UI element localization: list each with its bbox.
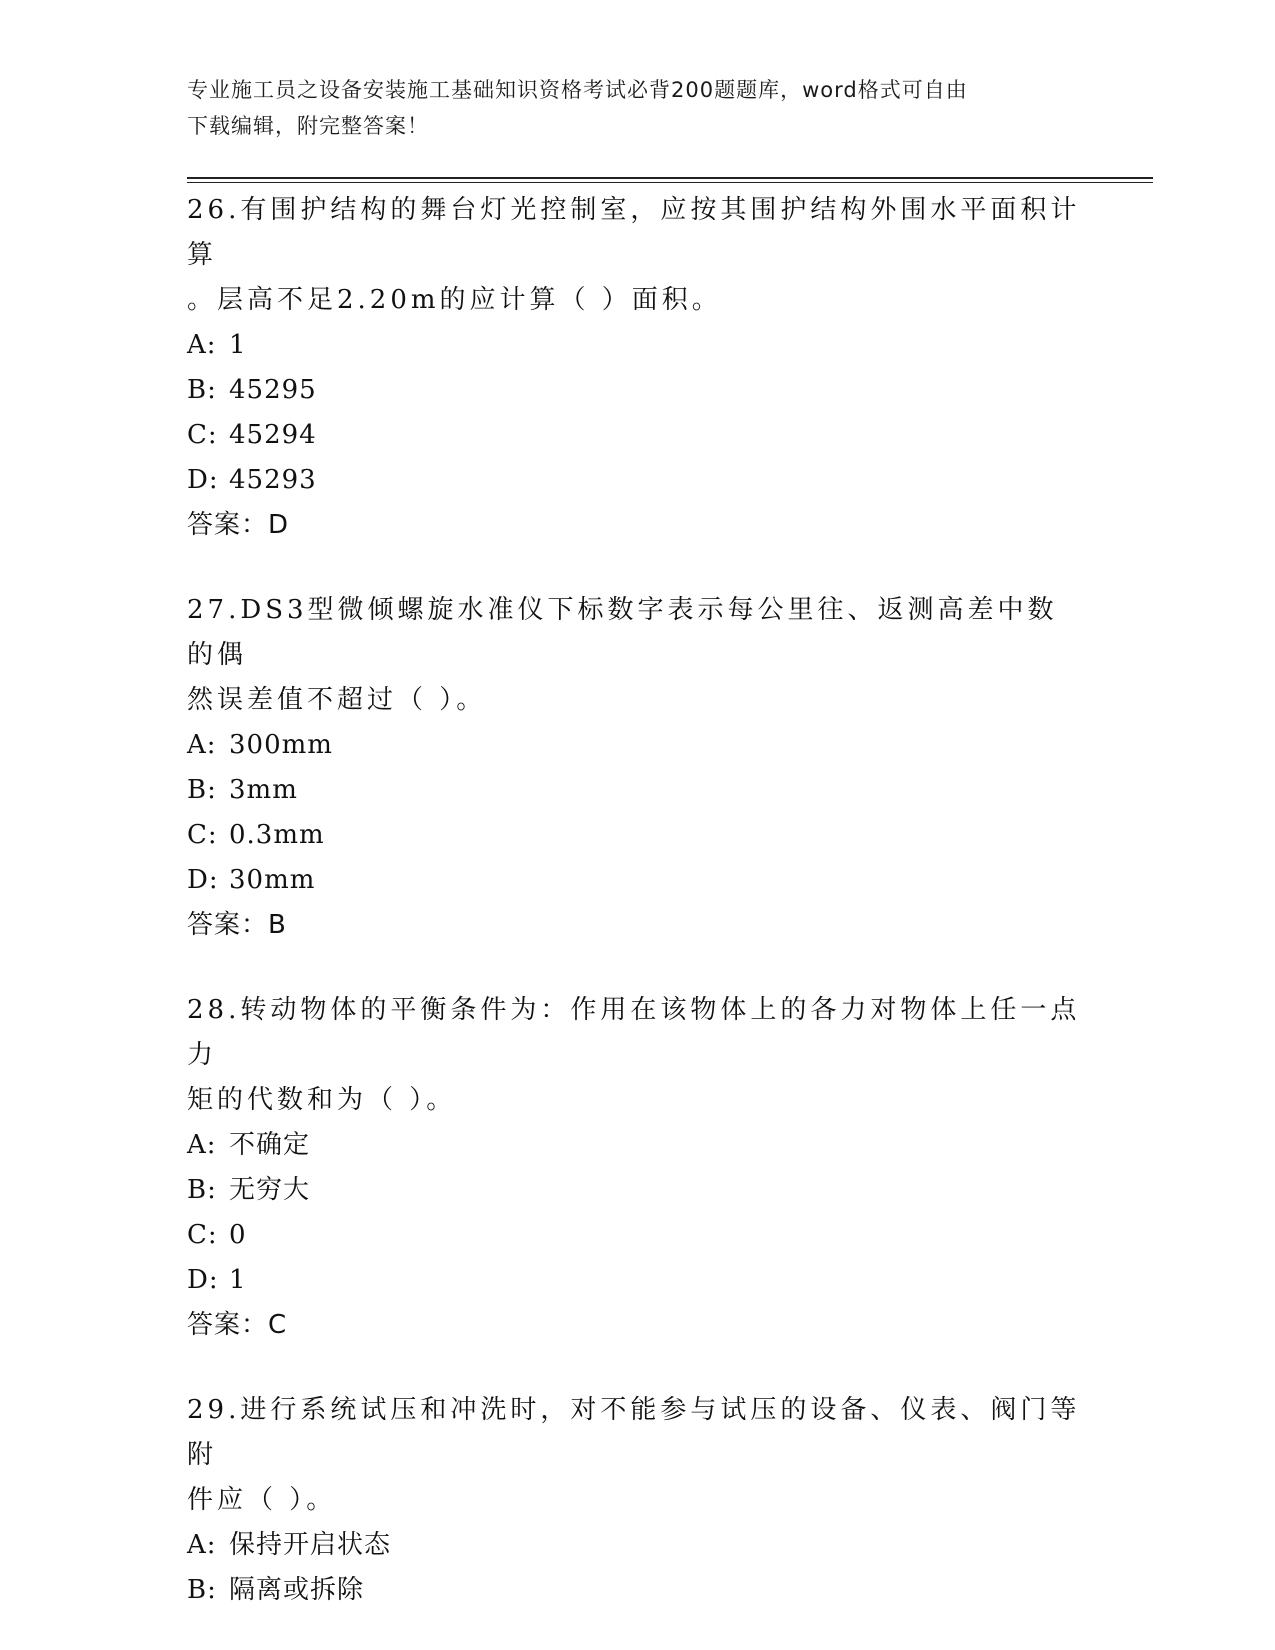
answer-prefix: 答案： [187, 510, 269, 540]
option-label: B: [187, 375, 217, 405]
option-text: 3mm [229, 775, 298, 805]
option-label: D: [187, 1265, 219, 1295]
option-label: A: [187, 1530, 217, 1560]
option-label: B: [187, 775, 217, 805]
option-label: A: [187, 330, 217, 360]
header-divider-thick [187, 177, 1153, 179]
option-label: C: [187, 820, 218, 850]
option-label: D: [187, 465, 219, 495]
option-b [187, 768, 1087, 813]
option-label: B: [187, 1575, 217, 1605]
option-a [187, 1523, 1087, 1568]
answer-line [187, 1303, 1087, 1348]
option-label: C: [187, 420, 218, 450]
question-stem-line-1: 27.DS3型微倾螺旋水准仪下标数字表示每公里往、返测高差中数的偶 [187, 595, 1058, 670]
question-stem-line-1: 26.有围护结构的舞台灯光控制室，应按其围护结构外围水平面积计算 [187, 195, 1081, 270]
option-text: 45294 [229, 420, 317, 450]
option-label: B: [187, 1175, 217, 1205]
question-26 [187, 188, 1087, 548]
header-divider-thin [187, 182, 1153, 183]
answer-line [187, 503, 1087, 548]
option-text: 0.3mm [229, 820, 325, 850]
option-text: 隔离或拆除 [229, 1575, 365, 1605]
answer-value: D [268, 510, 290, 540]
question-27 [187, 588, 1087, 948]
option-text: 0 [229, 1220, 247, 1250]
question-29 [187, 1388, 1087, 1613]
question-stem-line-2: 矩的代数和为（ ）。 [187, 1085, 457, 1115]
answer-line [187, 903, 1087, 948]
option-text: 45293 [229, 465, 317, 495]
answer-prefix: 答案： [187, 910, 269, 940]
option-a [187, 1123, 1087, 1168]
option-d [187, 858, 1087, 903]
option-label: A: [187, 730, 217, 760]
answer-value: C [268, 1310, 288, 1340]
question-stem-line-2: 件应（ ）。 [187, 1485, 337, 1515]
question-stem-line-2: 然误差值不超过（ ）。 [187, 685, 487, 715]
option-label: C: [187, 1220, 218, 1250]
option-b [187, 368, 1087, 413]
question-28 [187, 988, 1087, 1348]
option-a [187, 323, 1087, 368]
document-header [187, 72, 1067, 144]
answer-value: B [268, 910, 287, 940]
option-c [187, 813, 1087, 858]
option-label: D: [187, 865, 219, 895]
question-stem-line-1: 29.进行系统试压和冲洗时，对不能参与试压的设备、仪表、阀门等附 [187, 1395, 1081, 1470]
option-d [187, 1258, 1087, 1303]
option-text: 1 [229, 330, 247, 360]
option-b [187, 1168, 1087, 1213]
option-text: 保持开启状态 [229, 1530, 392, 1560]
option-text: 30mm [229, 865, 316, 895]
option-a [187, 723, 1087, 768]
answer-prefix: 答案： [187, 1310, 269, 1340]
option-c [187, 413, 1087, 458]
header-line-2: 下载编辑，附完整答案！ [187, 114, 429, 138]
option-text: 无穷大 [229, 1175, 311, 1205]
option-text: 1 [229, 1265, 247, 1295]
question-stem-line-1: 28.转动物体的平衡条件为：作用在该物体上的各力对物体上任一点力 [187, 995, 1081, 1070]
option-b [187, 1568, 1087, 1613]
option-label: A: [187, 1130, 217, 1160]
option-text: 45295 [229, 375, 317, 405]
question-stem-line-2: 。层高不足2.20m的应计算（ ）面积。 [187, 285, 722, 315]
question-list [187, 188, 1087, 1613]
option-d [187, 458, 1087, 503]
option-c [187, 1213, 1087, 1258]
option-text: 不确定 [229, 1130, 311, 1160]
header-line-1: 专业施工员之设备安装施工基础知识资格考试必背200题题库，word格式可自由 [187, 78, 968, 102]
option-text: 300mm [229, 730, 333, 760]
